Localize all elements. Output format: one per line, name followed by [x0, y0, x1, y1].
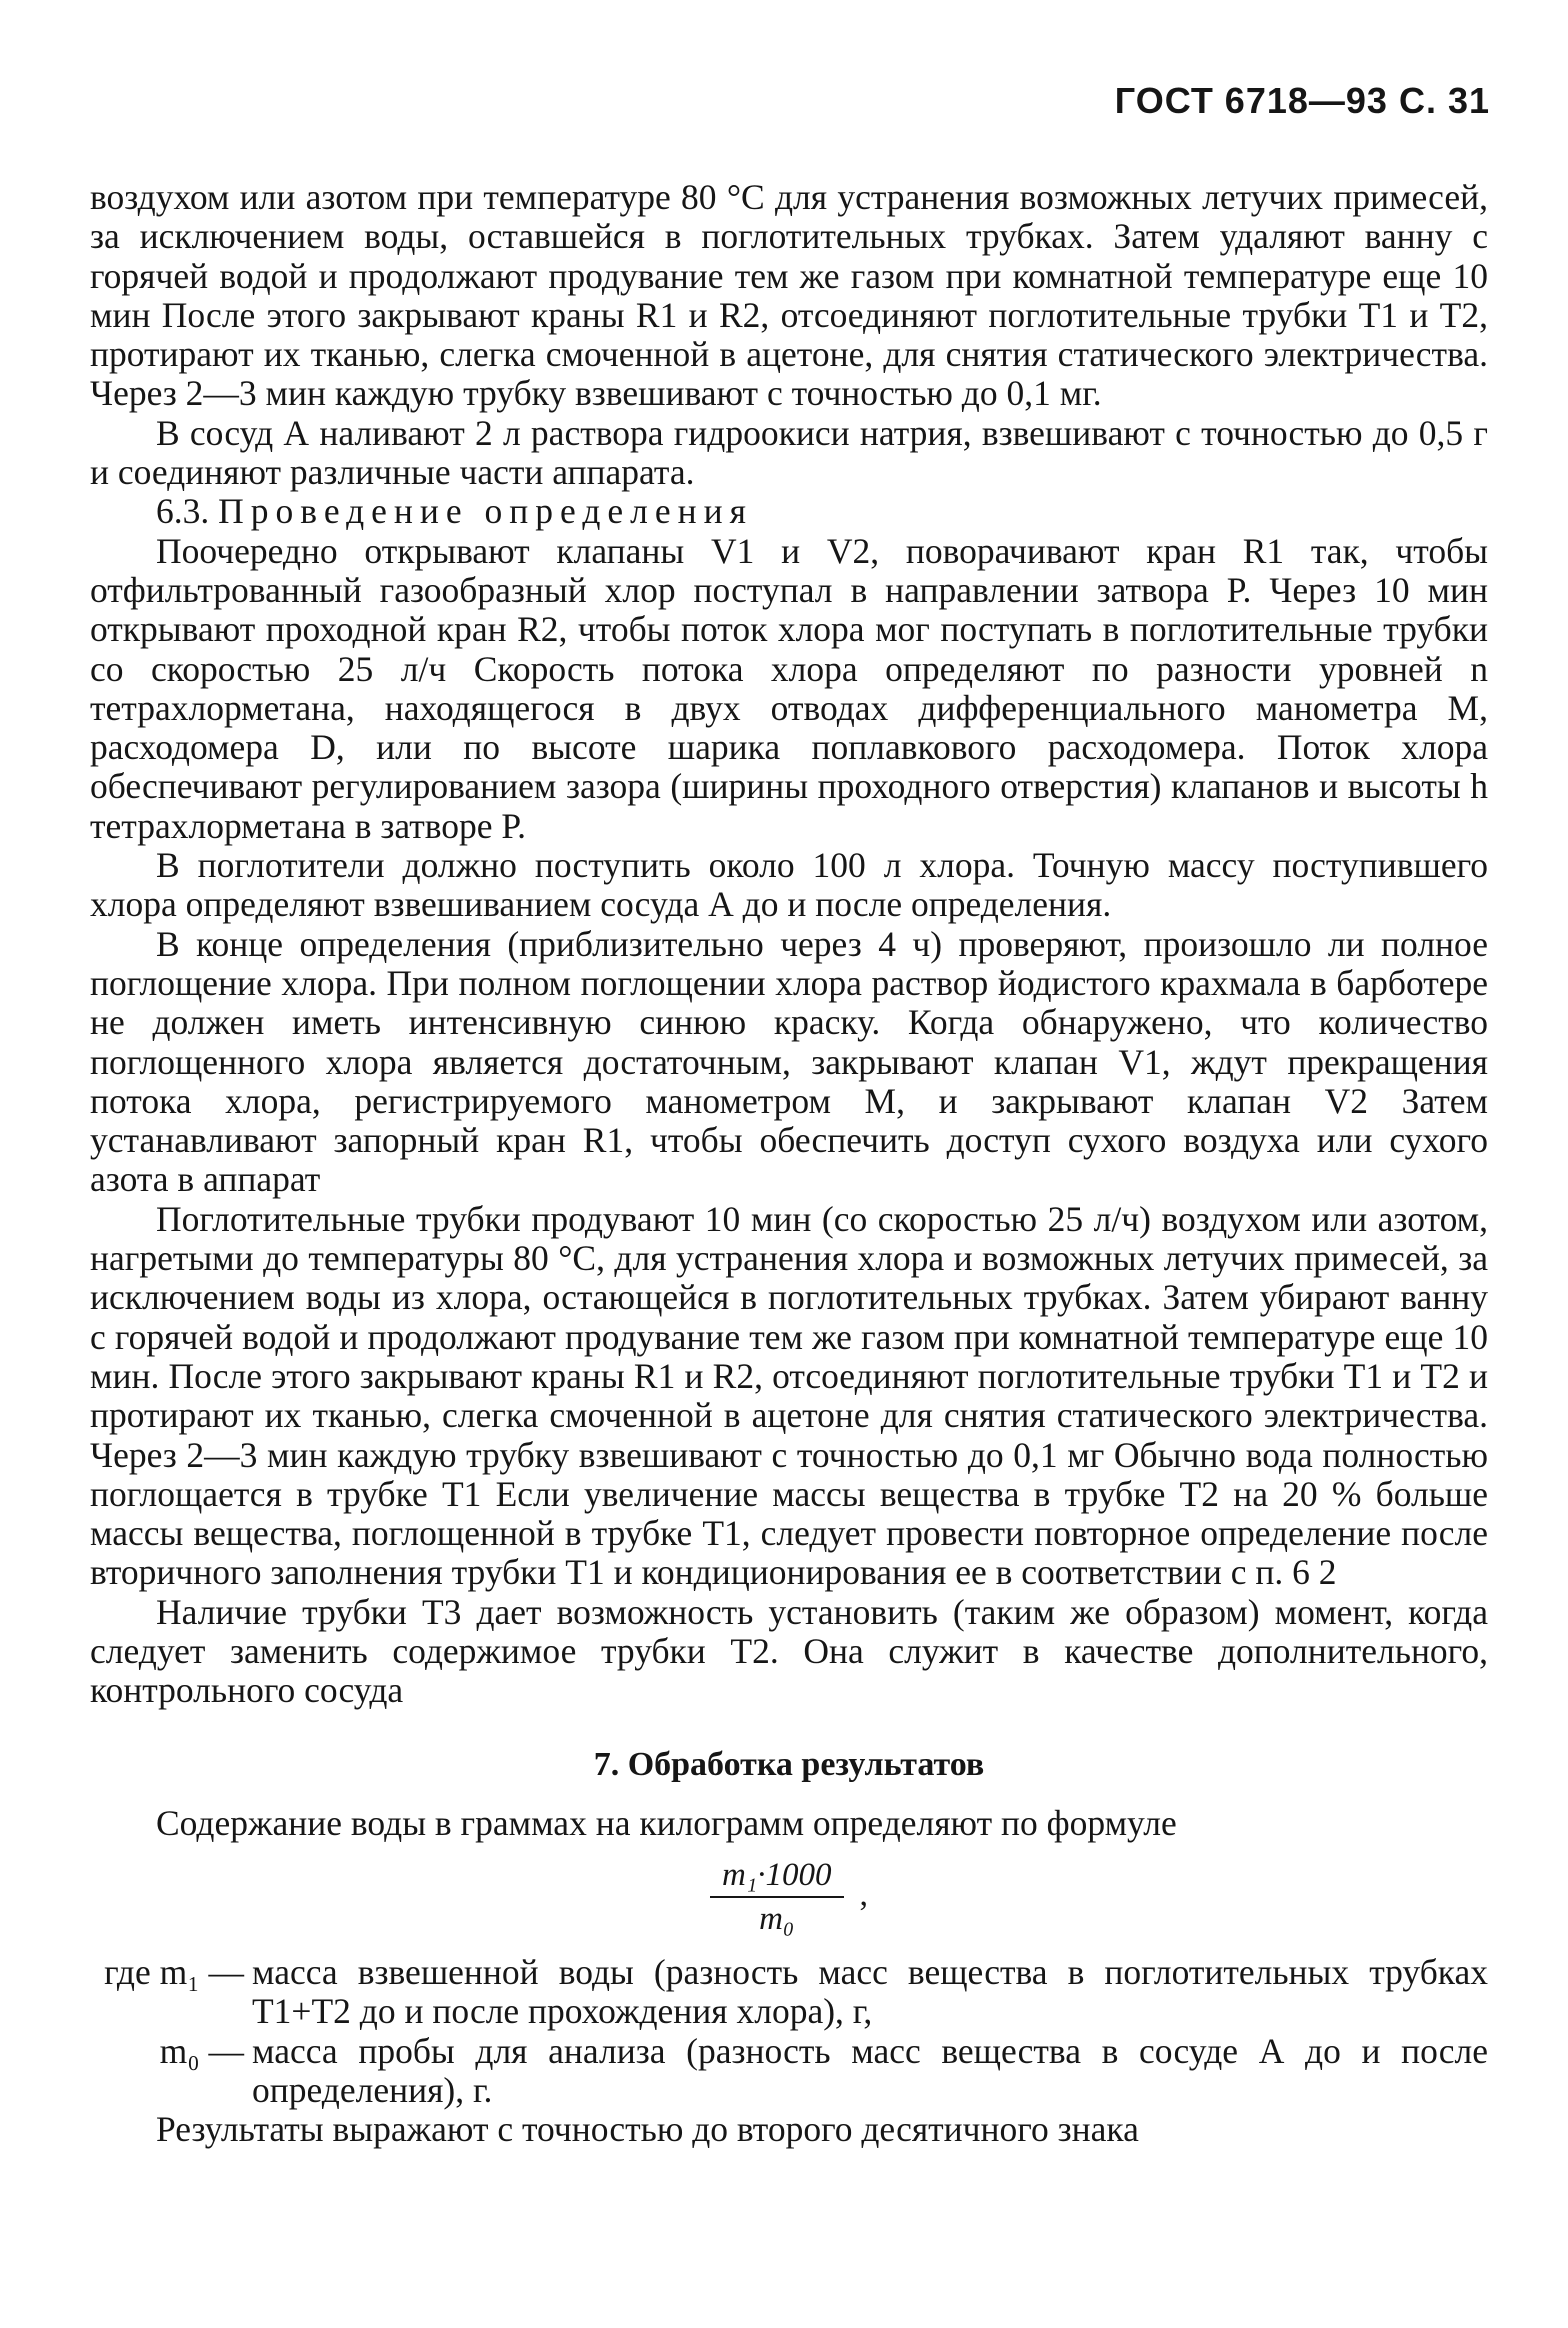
formula-numerator: m₁·1000: [710, 1854, 844, 1898]
paragraph: В конце определения (приблизительно через 4 ч) проверяют, произошло ли полное поглощение хлора. При полном поглощении хлора раствор йодистого крахмала в барботере не должен иметь интенсивную синюю краску. Когда обнаружено, что количество поглощенного хлора является достаточным, закрывают клапан V1, ждут прекращения потока хлора, регистрируемого манометром M, и закрывают клапан V2 Затем устанавливают запорный кран R1, чтобы обеспечить доступ сухого воздуха или сухого азота в аппарат: [90, 923, 1488, 1200]
subsection-number: 6.3.: [156, 491, 210, 532]
formula: [90, 1851, 1488, 1943]
definition-text: масса взвешенной воды (разность масс вещества в поглотительных трубках T1+T2 до и после прохождения хлора), г,: [252, 1952, 1488, 2032]
paragraph: В поглотители должно поступить около 100 л хлора. Точную массу поступившего хлора определяют взвешиванием сосуда А до и после определения.: [90, 845, 1488, 925]
document-body: [90, 178, 1488, 2150]
paragraph: В сосуд А наливают 2 л раствора гидроокиси натрия, взвешивают с точностью до 0,5 г и соединяют различные части аппарата.: [90, 412, 1488, 493]
formula-denominator: m₀: [759, 1901, 795, 1938]
definition-symbol: где m₁ —: [104, 1952, 244, 1993]
definitions-list: [90, 1953, 1488, 2110]
section-title: 7. Обработка результатов: [593, 1745, 985, 1783]
definition-row: [90, 2032, 1488, 2111]
fraction: [710, 1854, 844, 1940]
subsection-heading: [90, 492, 1488, 531]
definition-row: [90, 1953, 1488, 2032]
formula-intro: Содержание воды в граммах на килограмм определяют по формуле: [156, 1802, 1177, 1843]
definition-text: масса пробы для анализа (разность масс вещества в сосуде А до и после определения), г.: [252, 2030, 1488, 2111]
formula-trailing: ,: [859, 1875, 869, 1913]
definition-symbol: m₀ —: [159, 2030, 244, 2071]
page-header: ГОСТ 6718—93 С. 31: [1114, 80, 1490, 121]
paragraph: Поглотительные трубки продувают 10 мин (со скоростью 25 л/ч) воздухом или азотом, нагретыми до температуры 80 °С, для устранения хлора и возможных летучих примесей, за исключением воды из хлора, остающейся в поглотительных трубках. Затем убирают ванну с горячей водой и продолжают продувание тем же газом при комнатной температуре еще 10 мин. После этого закрывают краны R1 и R2, отсоединяют поглотительные трубки T1 и T2 и протирают их тканью, слегка смоченной в ацетоне для снятия статического электричества. Через 2—3 мин каждую трубку взвешивают с точностью до 0,1 мг Обычно вода полностью поглощается в трубке T1 Если увеличение массы вещества в трубке T2 на 20 % больше массы вещества, поглощенной в трубке T1, следует провести повторное определение после вторичного заполнения трубки T1 и кондиционирования ее в соответствии с п. 6 2: [90, 1198, 1488, 1593]
final-paragraph: Результаты выражают с точностью до второго десятичного знака: [156, 2109, 1139, 2150]
paragraph: Поочередно открывают клапаны V1 и V2, поворачивают кран R1 так, чтобы отфильтрованный газообразный хлор поступал в направлении затвора P. Через 10 мин открывают проходной кран R2, чтобы поток хлора мог поступать в поглотительные трубки со скоростью 25 л/ч Скорость потока хлора определяют по разности уровней n тетрахлорметана, находящегося в двух отводах дифференциального манометра M, расходомера D, или по высоте шарика поплавкового расходомера. Поток хлора обеспечивают регулированием зазора (ширины проходного отверстия) клапанов и высоты h тетрахлорметана в затворе P.: [90, 530, 1488, 846]
subsection-title: Проведение определения: [218, 491, 753, 532]
paragraph-continuation: воздухом или азотом при температуре 80 °С для устранения возможных летучих примесей, за исключением воды, оставшейся в поглотительных трубках. Затем удаляют ванну с горячей водой и продолжают продувание тем же газом при комнатной температуре еще 10 мин После этого закрывают краны R1 и R2, отсоединяют поглотительные трубки T1 и T2, протирают их тканью, слегка смоченной в ацетоне, для снятия статического электричества. Через 2—3 мин каждую трубку взвешивают с точностью до 0,1 мг.: [90, 177, 1488, 414]
paragraph: Наличие трубки T3 дает возможность установить (таким же образом) момент, когда следует заменить содержимое трубки T2. Она служит в качестве дополнительного, контрольного сосуда: [90, 1591, 1488, 1711]
